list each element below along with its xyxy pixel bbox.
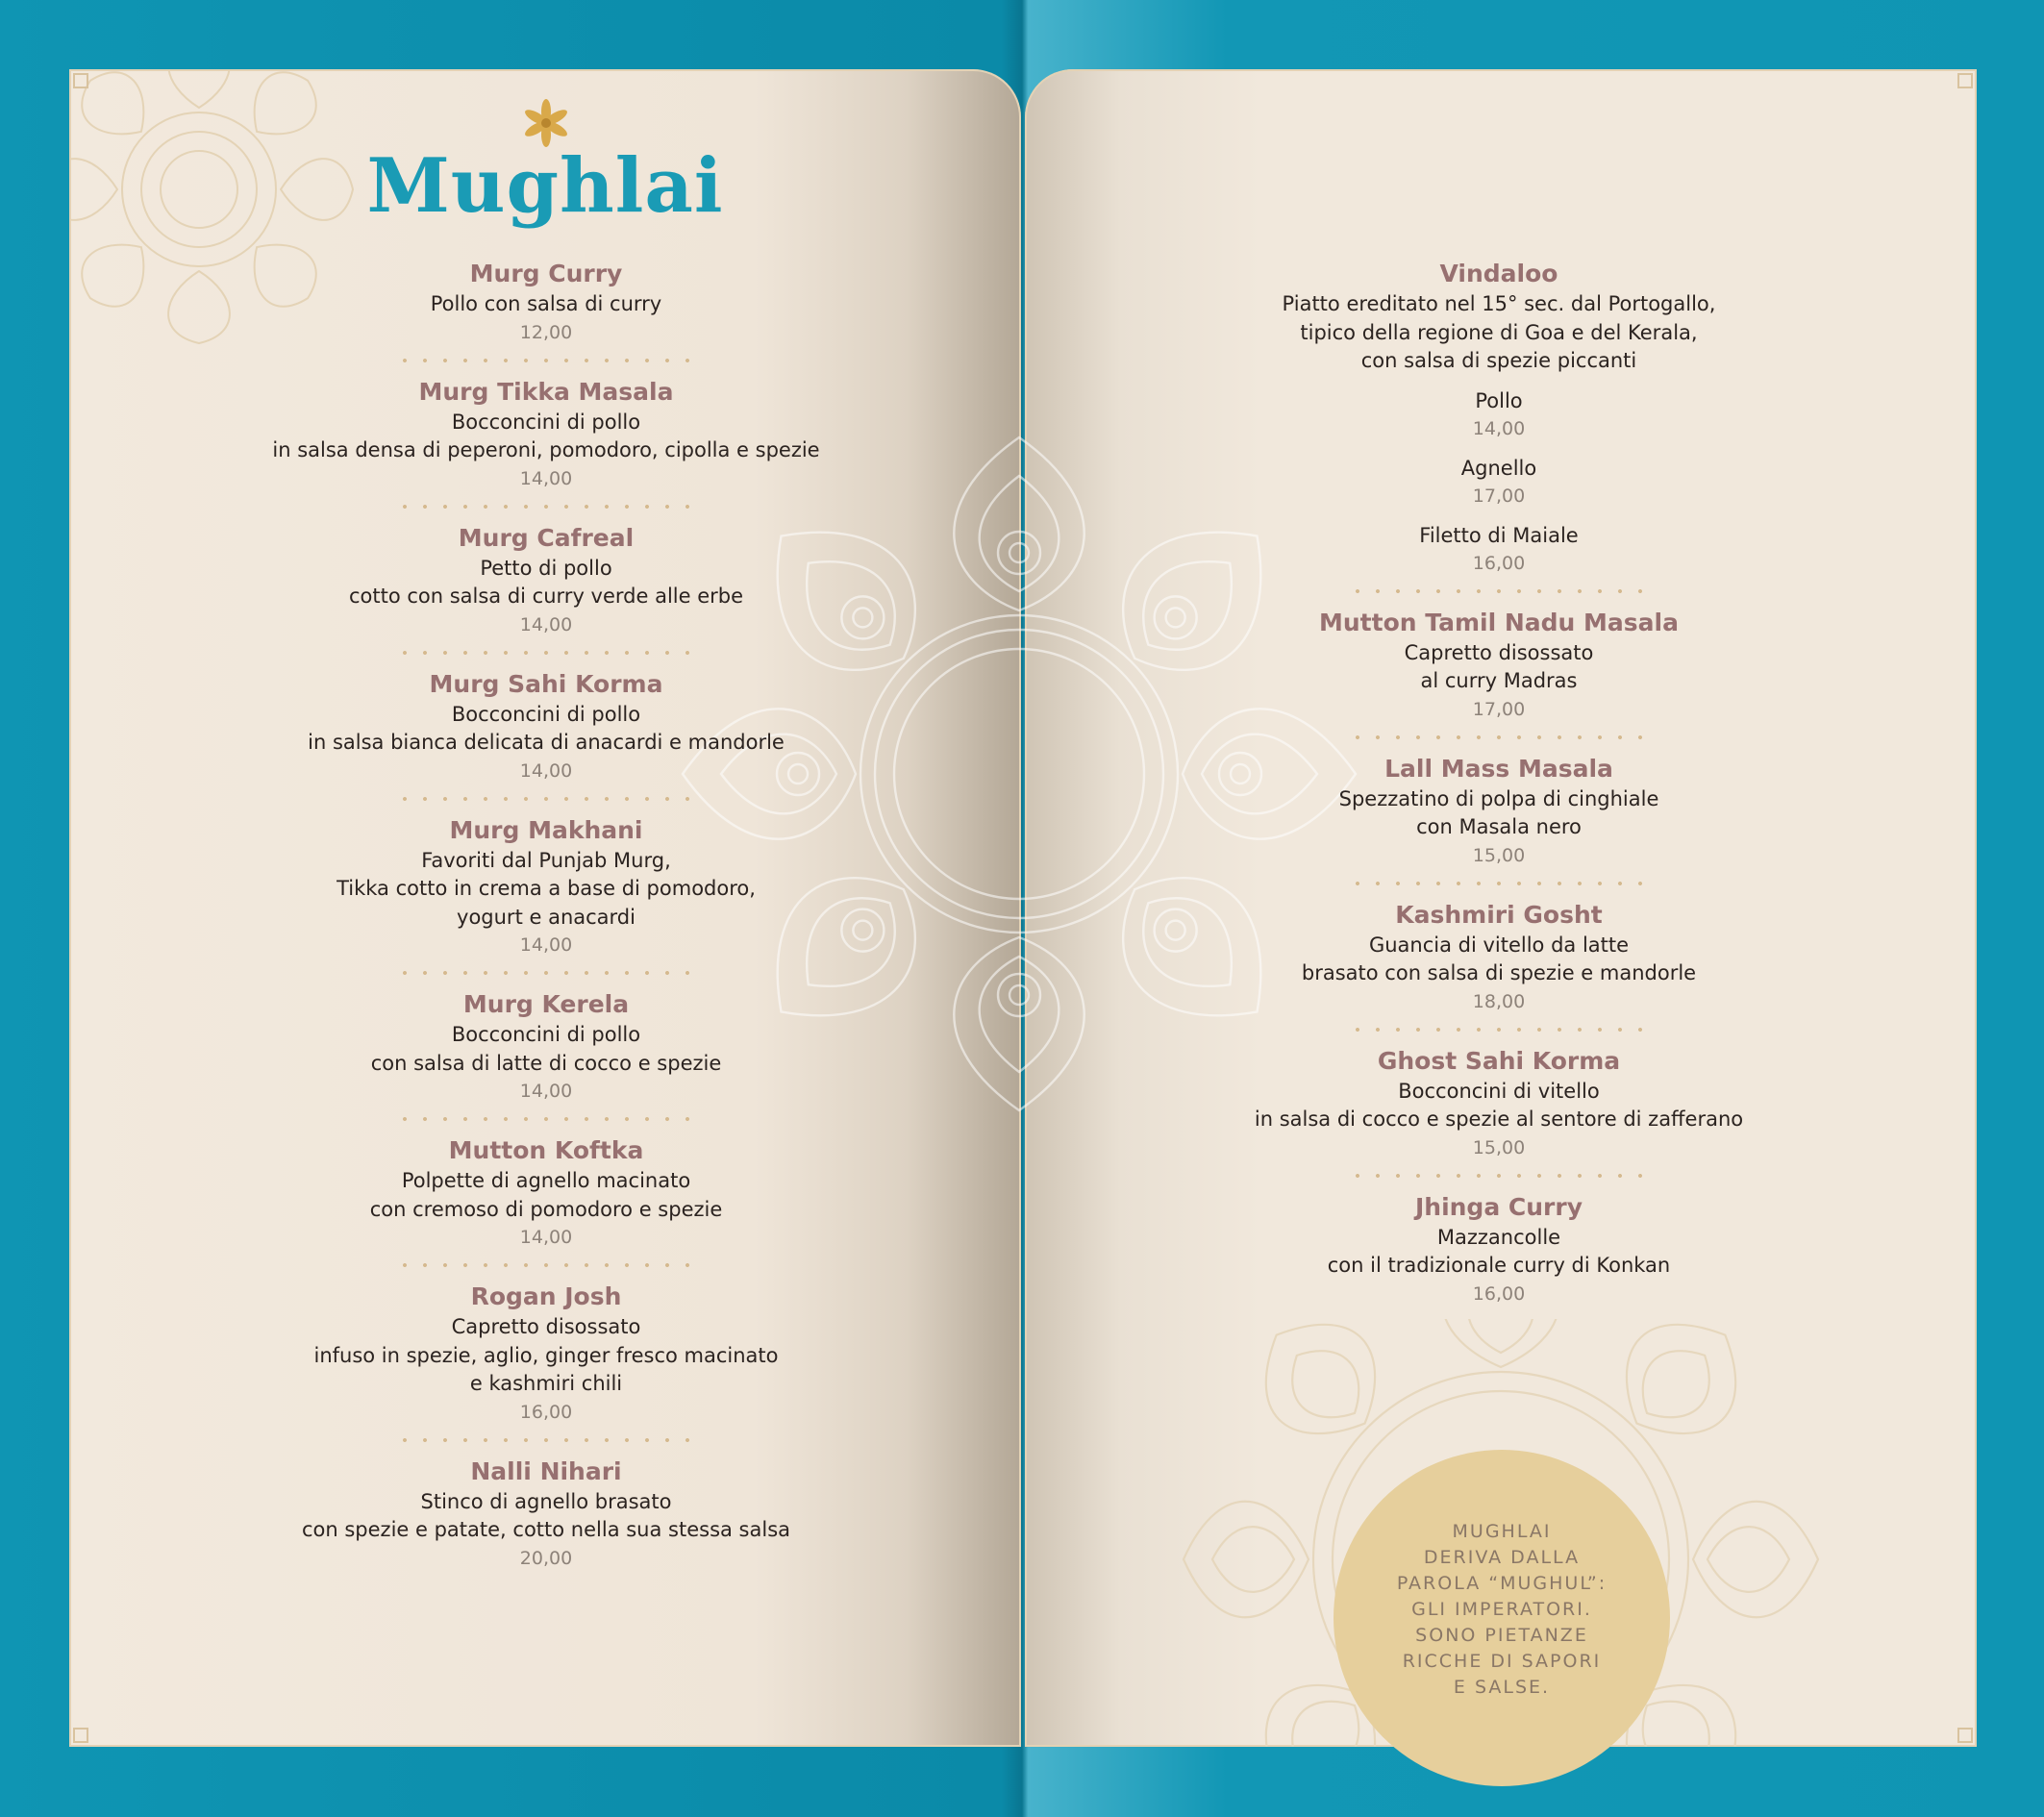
dish-price: 14,00 (519, 934, 573, 956)
dotted-divider (1355, 882, 1643, 885)
dish-price: 12,00 (519, 321, 573, 343)
corner-ornament (73, 73, 88, 88)
dish-description: con Masala nero (1416, 815, 1582, 838)
variant-price: 14,00 (1472, 417, 1526, 439)
dotted-divider (402, 797, 690, 801)
dish-name: Vindaloo (1439, 260, 1558, 287)
dish-name: Murg Cafreal (458, 523, 635, 552)
dish-price: 16,00 (1472, 1282, 1526, 1305)
dish-description: con salsa di spezie piccanti (1360, 349, 1637, 372)
dish-price: 15,00 (1472, 844, 1526, 866)
dotted-divider (1355, 589, 1643, 593)
dish-description: Bocconcini di vitello (1398, 1079, 1600, 1103)
dotted-divider (402, 359, 690, 362)
dish-description: con salsa di latte di cocco e spezie (370, 1051, 722, 1075)
dish-price: 20,00 (519, 1547, 573, 1569)
dish-description: Piatto ereditato nel 15° sec. dal Portogallo, (1282, 292, 1716, 315)
dish-description: Bocconcini di pollo (451, 410, 641, 434)
menu-item (168, 1134, 924, 1252)
dish-price: 18,00 (1472, 990, 1526, 1012)
info-note: MUGHLAI DERIVA DALLA PAROLA “MUGHUL”: GLI IMPERATORI. SONO PIETANZE RICCHE DI SAPORI E SALSE. (1396, 1521, 1608, 1698)
dish-description: al curry Madras (1420, 669, 1578, 692)
dish-description: Capretto disossato (451, 1315, 641, 1338)
menu-item (1169, 607, 1829, 724)
corner-ornament (1957, 73, 1973, 88)
dish-description: cotto con salsa di curry verde alle erbe (348, 585, 744, 608)
menu-item (1169, 1191, 1829, 1308)
dish-description: con il tradizionale curry di Konkan (1327, 1254, 1671, 1277)
dish-description: con cremoso di pomodoro e spezie (369, 1197, 723, 1221)
menu-item (168, 814, 924, 960)
dish-description: infuso in spezie, aglio, ginger fresco macinato (313, 1343, 779, 1367)
dish-description: Petto di pollo (480, 556, 612, 580)
menu-item (1169, 258, 1829, 578)
dotted-divider (1355, 735, 1643, 739)
dish-name: Mutton Koftka (448, 1136, 644, 1164)
dish-name: Mutton Tamil Nadu Masala (1319, 608, 1679, 636)
menu-item (168, 668, 924, 785)
dish-description: Guancia di vitello da latte (1368, 933, 1630, 957)
dish-description: in salsa densa di peperoni, pomodoro, cipolla e spezie (272, 438, 820, 461)
dish-price: 14,00 (519, 1227, 573, 1248)
dish-description: con spezie e patate, cotto nella sua stessa salsa (301, 1518, 791, 1541)
variant-name: Agnello (1460, 456, 1537, 480)
dish-variant (1169, 387, 1829, 443)
dotted-divider (402, 1438, 690, 1442)
dish-variant (1169, 522, 1829, 578)
dish-description: in salsa di cocco e spezie al sentore di zafferano (1254, 1108, 1744, 1131)
dotted-divider (402, 971, 690, 975)
variant-price: 16,00 (1472, 552, 1526, 574)
dish-description: e kashmiri chili (469, 1372, 623, 1395)
dish-name: Ghost Sahi Korma (1377, 1046, 1621, 1075)
dish-variant (1169, 455, 1829, 510)
dotted-divider (402, 651, 690, 655)
menu-item (168, 988, 924, 1106)
dish-name: Rogan Josh (470, 1282, 622, 1310)
page-title: Mughlai (366, 142, 724, 230)
dish-name: Murg Curry (469, 260, 623, 287)
right-menu-list (1169, 258, 1829, 1308)
dish-name: Lall Mass Masala (1384, 754, 1613, 783)
dish-price: 14,00 (519, 1081, 573, 1102)
dish-price: 14,00 (519, 613, 573, 635)
variant-name: Filetto di Maiale (1419, 523, 1579, 547)
dish-name: Kashmiri Gosht (1395, 900, 1603, 929)
dish-price: 15,00 (1472, 1136, 1526, 1158)
dotted-divider (402, 1263, 690, 1267)
dish-description: Tikka cotto in crema a base di pomodoro, (337, 877, 756, 900)
dotted-divider (402, 1117, 690, 1121)
dish-price: 16,00 (519, 1401, 573, 1423)
dish-description: Stinco di agnello brasato (420, 1489, 672, 1513)
variant-name: Pollo (1475, 388, 1523, 412)
corner-ornament (73, 1728, 88, 1743)
dish-name: Jhinga Curry (1414, 1192, 1583, 1221)
dish-price: 14,00 (519, 467, 573, 489)
menu-item (168, 1456, 924, 1573)
dish-description: yogurt e anacardi (457, 905, 636, 929)
dotted-divider (1355, 1174, 1643, 1178)
dish-description: Polpette di agnello macinato (401, 1169, 691, 1192)
dish-description: Spezzatino di polpa di cinghiale (1338, 786, 1659, 810)
dish-description: Favoriti dal Punjab Murg, (421, 848, 671, 872)
menu-item (168, 258, 924, 347)
dish-description: Bocconcini di pollo (451, 1023, 641, 1046)
menu-item (168, 522, 924, 639)
dotted-divider (402, 505, 690, 509)
dish-name: Murg Kerela (462, 990, 630, 1018)
dish-name: Murg Tikka Masala (418, 377, 674, 406)
dish-description: in salsa bianca delicata di anacardi e mandorle (308, 731, 785, 754)
left-menu-list (168, 258, 924, 1573)
menu-item (168, 376, 924, 493)
dish-price: 14,00 (519, 759, 573, 782)
menu-item (1169, 753, 1829, 870)
star-anise-icon (517, 99, 575, 147)
dish-description: Pollo con salsa di curry (430, 292, 662, 315)
dish-name: Nalli Nihari (470, 1456, 622, 1485)
dish-description: Bocconcini di pollo (451, 702, 641, 726)
menu-item (168, 1281, 924, 1427)
variant-price: 17,00 (1472, 485, 1526, 507)
dish-name: Murg Makhani (449, 815, 643, 844)
dish-name: Murg Sahi Korma (429, 669, 663, 698)
corner-ornament (1957, 1728, 1973, 1743)
menu-item (1169, 899, 1829, 1016)
dish-description: brasato con salsa di spezie e mandorle (1301, 961, 1697, 984)
dish-description: Mazzancolle (1436, 1225, 1561, 1249)
dish-description: tipico della regione di Goa e del Kerala, (1300, 320, 1698, 344)
dish-description: Capretto disossato (1404, 640, 1594, 664)
dish-price: 17,00 (1472, 698, 1526, 720)
dotted-divider (1355, 1028, 1643, 1032)
menu-item (1169, 1045, 1829, 1162)
